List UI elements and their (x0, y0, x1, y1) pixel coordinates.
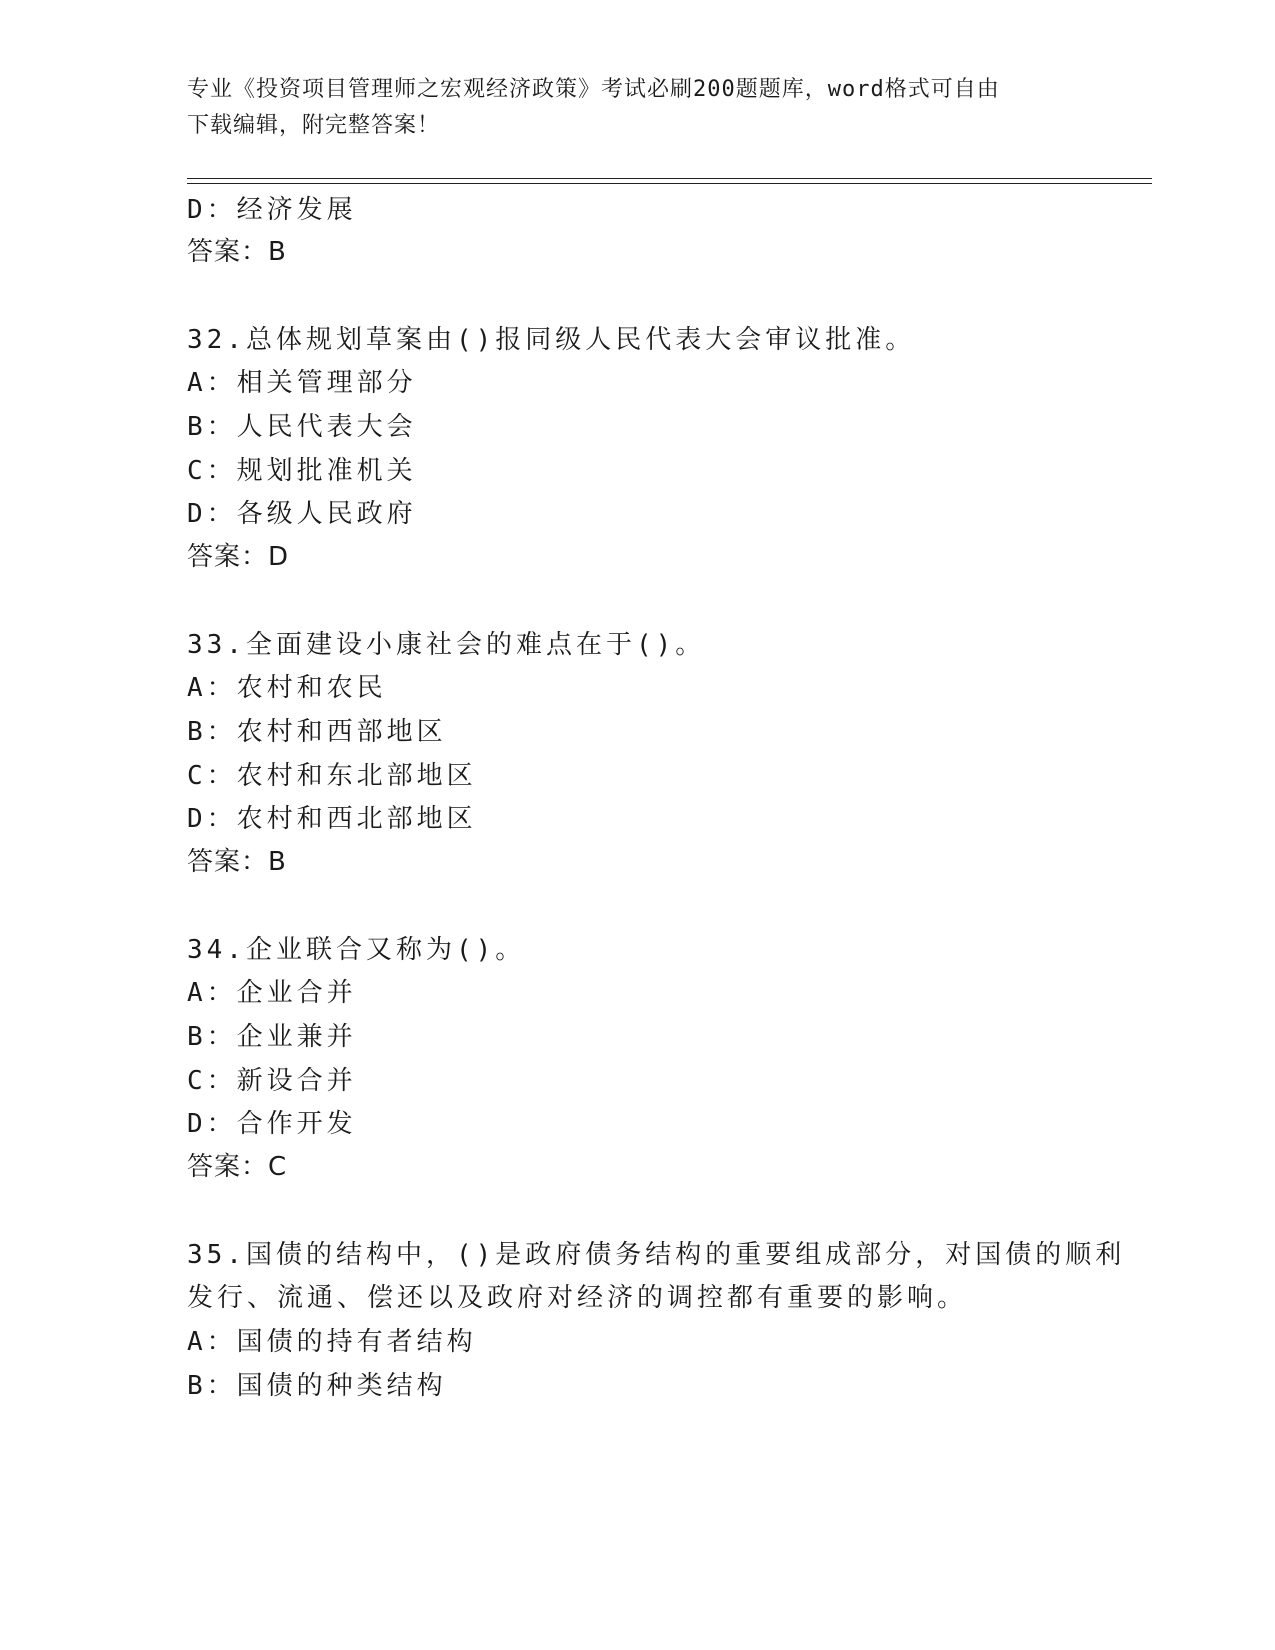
option-b: B：国债的种类结构 (187, 1371, 447, 1401)
option-c: C：规划批准机关 (187, 456, 417, 486)
option-d: D：合作开发 (187, 1109, 357, 1139)
question-stem: 33.全面建设小康社会的难点在于()。 (187, 630, 706, 660)
header-divider-bottom (187, 183, 1152, 184)
question-stem-line-2: 发行、流通、偿还以及政府对经济的调控都有重要的影响。 (187, 1283, 968, 1313)
header-line-2: 下载编辑，附完整答案！ (187, 113, 441, 138)
header-divider-top (187, 178, 1152, 179)
page-header (187, 72, 1087, 144)
answer-line: 答案：B (187, 847, 287, 877)
option-c: C：农村和东北部地区 (187, 761, 477, 791)
option-b: B：农村和西部地区 (187, 717, 447, 747)
question-stem: 32.总体规划草案由()报同级人民代表大会审议批准。 (187, 325, 916, 355)
option-b: B：人民代表大会 (187, 412, 417, 442)
question-stem: 34.企业联合又称为()。 (187, 935, 526, 965)
header-line-1: 专业《投资项目管理师之宏观经济政策》考试必刷200题题库，word格式可自由 (187, 77, 1000, 102)
answer-line: 答案：C (187, 1152, 288, 1182)
question-stem-line-1: 35.国债的结构中，()是政府债务结构的重要组成部分，对国债的顺利 (187, 1240, 1126, 1270)
option-a: A：国债的持有者结构 (187, 1327, 477, 1357)
option-a: A：企业合并 (187, 978, 357, 1008)
option-c: C：新设合并 (187, 1066, 357, 1096)
option-d: D：经济发展 (187, 195, 357, 225)
option-a: A：农村和农民 (187, 673, 387, 703)
option-d: D：各级人民政府 (187, 499, 417, 529)
option-a: A：相关管理部分 (187, 368, 417, 398)
answer-line: 答案：B (187, 237, 287, 267)
answer-line: 答案：D (187, 542, 290, 572)
option-b: B：企业兼并 (187, 1022, 357, 1052)
option-d: D：农村和西北部地区 (187, 804, 477, 834)
